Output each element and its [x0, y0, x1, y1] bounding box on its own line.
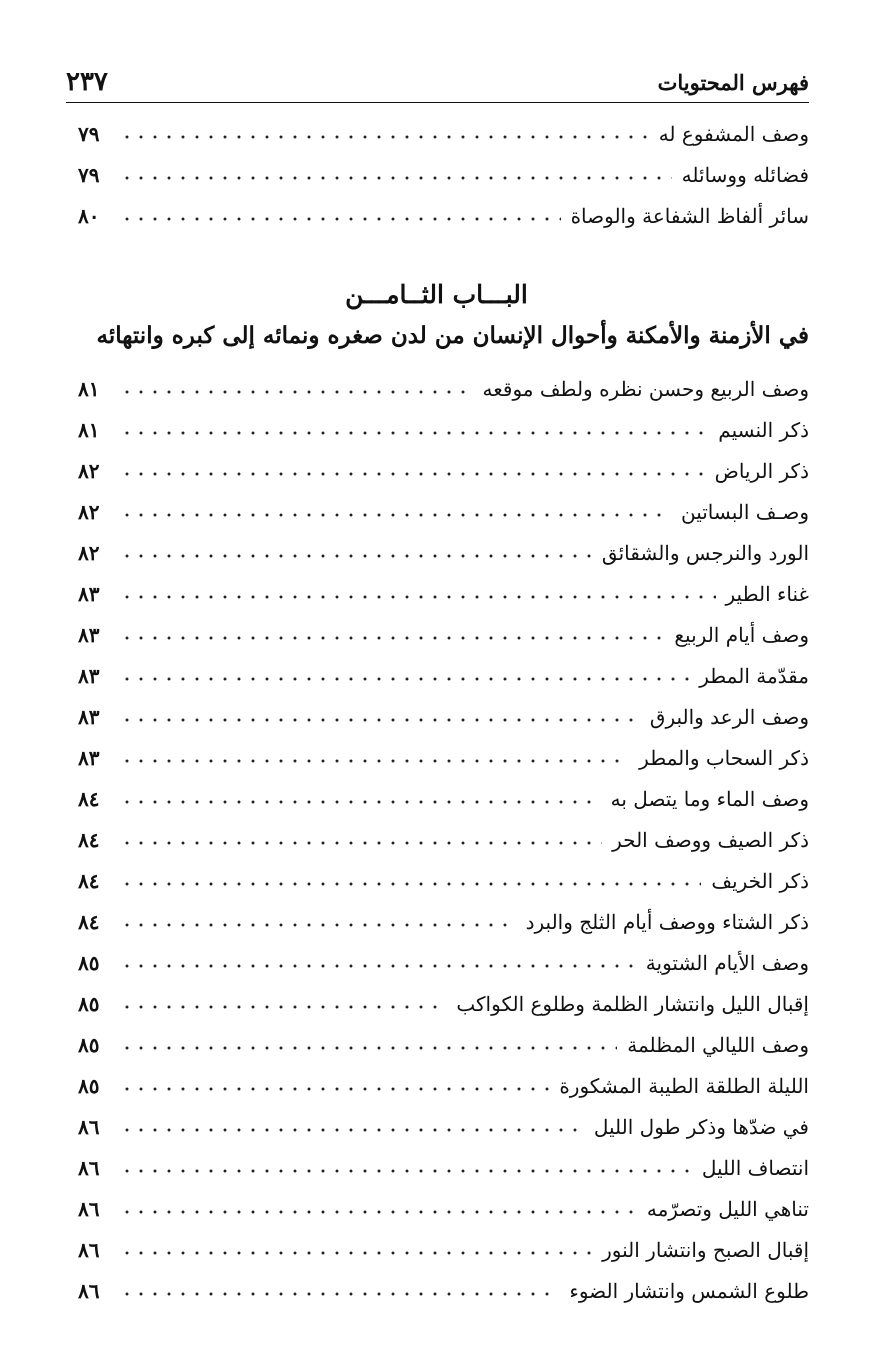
dot-leader: [120, 1027, 617, 1063]
dot-leader: [120, 986, 446, 1022]
entry-page-number: ٨٥: [78, 992, 100, 1016]
entry-page-number: ٨٥: [78, 1074, 100, 1098]
entry-title: ذكر الصيف ووصف الحر: [612, 828, 809, 852]
toc-entry: [78, 1191, 809, 1227]
toc-entry: [78, 658, 809, 694]
dot-leader: [120, 617, 664, 653]
dot-leader: [120, 1068, 549, 1104]
entry-title: وصـف البساتين: [680, 500, 809, 524]
entry-title: ذكر الرياض: [714, 459, 809, 483]
dot-leader: [120, 157, 672, 193]
toc-entry: [78, 1068, 809, 1104]
dot-leader: [120, 863, 701, 899]
dot-leader: [120, 1273, 559, 1309]
toc-entry: [78, 157, 809, 193]
entry-page-number: ٨٠: [78, 204, 100, 228]
toc-entry: [78, 986, 809, 1022]
entry-title: إقبال الصبح وانتشار النور: [602, 1238, 809, 1262]
entry-title: في ضدّها وذكر طول الليل: [593, 1115, 809, 1139]
entry-title: وصف المشفوع له: [658, 122, 809, 146]
toc-entry: [78, 453, 809, 489]
entry-title: ذكر النسيم: [718, 418, 809, 442]
dot-leader: [120, 1150, 692, 1186]
entry-page-number: ٨٥: [78, 951, 100, 975]
entry-title: الورد والنرجس والشقائق: [601, 541, 809, 565]
dot-leader: [120, 576, 716, 612]
chapter-heading: البـــاب الثــامـــن: [345, 280, 528, 309]
entry-page-number: ٨٣: [78, 623, 100, 647]
dot-leader: [120, 535, 592, 571]
entry-title: وصف الليالي المظلمة: [627, 1033, 809, 1057]
entry-title: وصف أيام الربيع: [674, 623, 809, 647]
dot-leader: [120, 494, 671, 530]
entry-title: وصف الماء وما يتصل به: [610, 787, 809, 811]
toc-entry: [78, 945, 809, 981]
entry-page-number: ٨٣: [78, 705, 100, 729]
entry-page-number: ٨٤: [78, 910, 100, 934]
dot-leader: [120, 116, 649, 152]
entry-page-number: ٨٣: [78, 582, 100, 606]
entry-title: وصف الربيع وحسن نظره ولطف موقعه: [482, 377, 809, 401]
toc-entry: [78, 412, 809, 448]
entry-page-number: ٨٢: [78, 500, 100, 524]
dot-leader: [120, 371, 473, 407]
entry-title: الليلة الطلقة الطيبة المشكورة: [559, 1074, 809, 1098]
dot-leader: [120, 904, 516, 940]
toc-entry: [78, 1273, 809, 1309]
entry-page-number: ٨٢: [78, 541, 100, 565]
entry-page-number: ٨٦: [78, 1238, 100, 1262]
entry-title: تناهي الليل وتصرّمه: [646, 1197, 809, 1221]
toc-entry: [78, 822, 809, 858]
dot-leader: [120, 412, 708, 448]
entry-title: فضائله ووسائله: [681, 163, 809, 187]
entry-page-number: ٨٦: [78, 1197, 100, 1221]
toc-entry: [78, 116, 809, 152]
entry-page-number: ٨٦: [78, 1279, 100, 1303]
entry-title: ذكر الشتاء ووصف أيام الثلج والبرد: [525, 910, 809, 934]
toc-entry: [78, 576, 809, 612]
entry-title: وصف الرعد والبرق: [649, 705, 809, 729]
toc-entry: [78, 781, 809, 817]
entry-title: طلوع الشمس وانتشار الضوء: [569, 1279, 809, 1303]
toc-entry: [78, 1232, 809, 1268]
entry-title: ذكر السحاب والمطر: [639, 746, 809, 770]
dot-leader: [120, 822, 602, 858]
toc-entry: [78, 904, 809, 940]
dot-leader: [120, 1191, 637, 1227]
running-title: فهرس المحتويات: [657, 70, 809, 95]
dot-leader: [120, 658, 689, 694]
entry-page-number: ٨٤: [78, 869, 100, 893]
entry-page-number: ٧٩: [78, 163, 100, 187]
entry-title: انتصاف الليل: [701, 1156, 809, 1180]
dot-leader: [120, 945, 636, 981]
entry-title: وصف الأيام الشتوية: [645, 951, 809, 975]
entry-page-number: ٨٤: [78, 787, 100, 811]
dot-leader: [120, 453, 705, 489]
toc-entry: [78, 699, 809, 735]
toc-entry: [78, 863, 809, 899]
entry-title: إقبال الليل وانتشار الظلمة وطلوع الكواكب: [456, 992, 809, 1016]
entry-title: ذكر الخريف: [711, 869, 809, 893]
dot-leader: [120, 1232, 592, 1268]
entry-page-number: ٨٥: [78, 1033, 100, 1057]
dot-leader: [120, 781, 601, 817]
entry-page-number: ٧٩: [78, 122, 100, 146]
entry-page-number: ٨١: [78, 418, 100, 442]
toc-entry: [78, 535, 809, 571]
entry-title: مقدّمة المطر: [699, 664, 809, 688]
entry-page-number: ٨٢: [78, 459, 100, 483]
toc-entry: [78, 1109, 809, 1145]
entry-page-number: ٨٣: [78, 746, 100, 770]
entry-page-number: ٨٣: [78, 664, 100, 688]
entry-page-number: ٨٦: [78, 1156, 100, 1180]
entry-title: غناء الطير: [725, 582, 809, 606]
toc-entry: [78, 617, 809, 653]
toc-entry: [78, 1150, 809, 1186]
entry-page-number: ٨١: [78, 377, 100, 401]
dot-leader: [120, 699, 640, 735]
chapter-subtitle: في الأزمنة والأمكنة وأحوال الإنسان من لدن صغره ونمائه إلى كبره وانتهائه: [96, 322, 809, 349]
toc-entry: [78, 198, 809, 234]
toc-entry: [78, 1027, 809, 1063]
dot-leader: [120, 1109, 584, 1145]
toc-entry: [78, 740, 809, 776]
entry-title: سائر ألفاظ الشفاعة والوصاة: [570, 204, 809, 228]
entry-page-number: ٨٤: [78, 828, 100, 852]
page-header: [66, 58, 809, 103]
toc-entry: [78, 371, 809, 407]
entry-page-number: ٨٦: [78, 1115, 100, 1139]
dot-leader: [120, 740, 629, 776]
toc-entry: [78, 494, 809, 530]
dot-leader: [120, 198, 561, 234]
page-number: ٢٣٧: [66, 67, 108, 97]
